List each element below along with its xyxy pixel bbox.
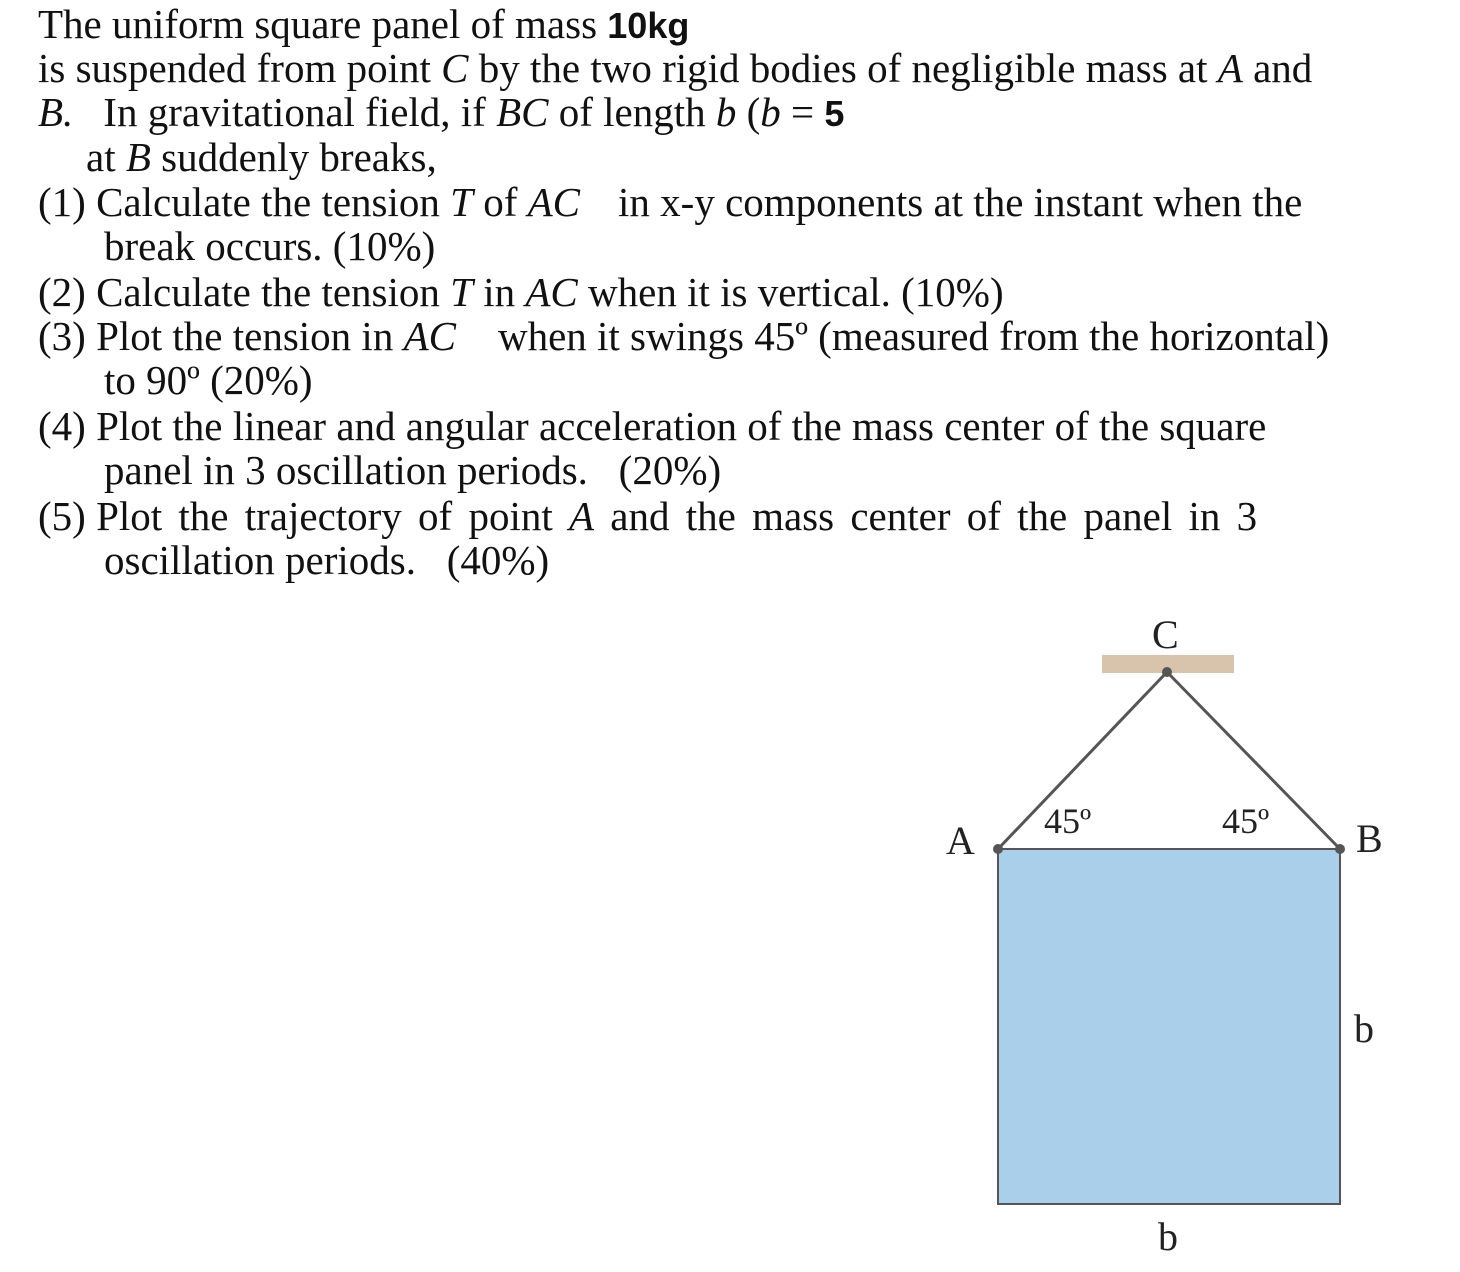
- question-5-line-1: [38, 494, 1257, 538]
- question-text: Plot the tension in: [96, 313, 404, 359]
- question-text: in: [472, 269, 526, 315]
- problem-text: at: [86, 134, 126, 180]
- question-text: Calculate the tension: [96, 269, 451, 315]
- question-text: of: [472, 179, 528, 225]
- problem-text: In gravitational field, if: [103, 89, 497, 135]
- mass-value: 10kg: [607, 5, 690, 46]
- problem-line-1: [38, 2, 689, 48]
- problem-text: (: [736, 89, 761, 135]
- var-AC: AC: [525, 269, 578, 315]
- question-5-line-2: [104, 538, 549, 582]
- var-B: B: [125, 134, 151, 180]
- question-text: when it is vertical. (10%): [577, 269, 1004, 315]
- problem-text: =: [780, 89, 825, 135]
- angle-label-right: 45º: [1222, 801, 1270, 841]
- problem-text: by the two rigid bodies of negligible mass at: [468, 45, 1218, 91]
- question-text: Calculate the tension: [96, 179, 451, 225]
- problem-text: suddenly breaks,: [150, 134, 437, 180]
- var-b: b: [760, 89, 781, 135]
- angle-label-left: 45º: [1044, 801, 1092, 841]
- label-C: C: [1152, 612, 1179, 657]
- problem-line-4: [86, 135, 437, 179]
- question-text: to 90º (20%): [104, 357, 313, 403]
- question-text: oscillation periods. (40%): [104, 537, 550, 583]
- var-A: A: [569, 493, 595, 539]
- question-text: and the mass center of the panel in 3: [594, 493, 1258, 539]
- var-AC: AC: [403, 313, 456, 359]
- question-text: break occurs. (10%): [104, 223, 436, 269]
- question-2-line-1: [38, 270, 1004, 314]
- question-text: panel in 3 oscillation periods. (20%): [104, 447, 722, 493]
- pin-C: [1162, 667, 1172, 677]
- panel-diagram: [930, 600, 1410, 1260]
- label-A: A: [946, 818, 975, 863]
- question-number: (3): [38, 313, 86, 359]
- var-AC: AC: [527, 179, 581, 225]
- var-BC: BC: [496, 89, 549, 135]
- question-number: (5): [38, 493, 86, 539]
- question-3-line-1: [38, 314, 1329, 358]
- pin-A: [993, 844, 1003, 854]
- var-B: B.: [38, 89, 74, 135]
- question-1-line-1: [38, 180, 1302, 224]
- question-3-line-2: [104, 358, 313, 402]
- question-4-line-2: [104, 448, 721, 492]
- var-C: C: [441, 45, 469, 91]
- problem-line-3: [38, 90, 844, 136]
- question-number: (1): [38, 179, 86, 225]
- problem-text: of length: [548, 89, 716, 135]
- question-number: (4): [38, 403, 86, 449]
- b-value: 5: [824, 93, 845, 134]
- question-number: (2): [38, 269, 86, 315]
- question-text: when it swings 45º (measured from the horizontal): [497, 313, 1330, 359]
- var-T: T: [450, 269, 473, 315]
- var-A: A: [1217, 45, 1243, 91]
- problem-line-2: [38, 46, 1312, 90]
- side-label-right: b: [1354, 1006, 1374, 1051]
- question-4-line-1: [38, 404, 1266, 448]
- var-T: T: [450, 179, 473, 225]
- problem-text: and: [1242, 45, 1313, 91]
- pin-B: [1335, 844, 1345, 854]
- question-text: in x-y components at the instant when the: [618, 179, 1303, 225]
- problem-text: The uniform square panel of mass: [38, 1, 608, 47]
- var-b: b: [715, 89, 737, 135]
- problem-text: is suspended from point: [38, 45, 442, 91]
- question-text: Plot the trajectory of point: [96, 493, 569, 539]
- square-panel: [998, 849, 1340, 1204]
- question-1-line-2: [104, 224, 435, 268]
- label-B: B: [1356, 816, 1383, 861]
- side-label-bottom: b: [1158, 1214, 1178, 1259]
- question-text: Plot the linear and angular acceleration of the mass center of the square: [96, 403, 1267, 449]
